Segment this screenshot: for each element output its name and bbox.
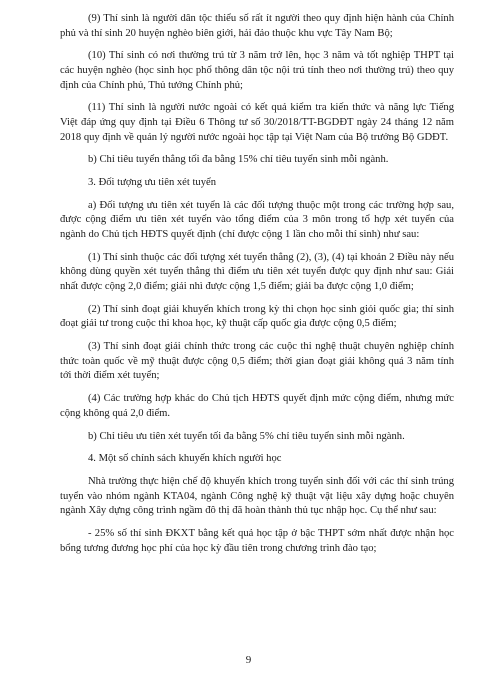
paragraph-scholarship: - 25% số thí sinh ĐKXT bằng kết quả học tập ở bậc THPT sớm nhất được nhận học bổng tương đương học phí của học kỳ đầu tiên trong chương trình đào tạo; <box>60 528 454 554</box>
paragraph-item-10: (10) Thí sinh có nơi thường trú từ 3 năm trở lên, học 3 năm và tốt nghiệp THPT tại các huyện nghèo (học sinh học phổ thông dân tộc nội trú tính theo nơi thường trú) theo quy định của Chính phủ, Thủ tướng Chính phủ; <box>60 50 454 91</box>
paragraph-item-11: (11) Thí sinh là người nước ngoài có kết quả kiểm tra kiến thức và năng lực Tiếng Việt đáp ứng quy định tại Điều 6 Thông tư số 30/2018/TT-BGDĐT ngày 24 tháng 12 năm 2018 quy định về quản lý người nước ngoài học tập tại Việt Nam của Bộ trưởng Bộ GDĐT. <box>60 102 454 143</box>
paragraph-incentives-intro: Nhà trường thực hiện chế độ khuyến khích trong tuyển sinh đối với các thí sinh trúng tuyển vào nhóm ngành KTA04, ngành Công nghệ kỹ thuật vật liệu xây dựng hoặc chuyên ngành Xây dựng công trình ngầm đô thị đã hoàn thành thủ tục nhập học. Cụ thể như sau: <box>60 476 454 517</box>
section-heading-incentives: 4. Một số chính sách khuyến khích người học <box>88 453 282 465</box>
paragraph-priority-4: (4) Các trường hợp khác do Chủ tịch HĐTS quyết định mức cộng điểm, nhưng mức cộng không quá 2,0 điểm. <box>60 393 454 419</box>
paragraph-priority-intro: a) Đối tượng ưu tiên xét tuyển là các đối tượng thuộc một trong các trường hợp sau, được cộng điểm ưu tiên xét tuyển vào tổng điểm của 3 môn trong tổ hợp xét tuyển của ngành do Chủ tịch HĐTS quyết định (chỉ được cộng 1 lần cho mỗi thí sinh) như sau: <box>60 199 454 241</box>
paragraph-direct-admission-quota: b) Chỉ tiêu tuyển thẳng tối đa bằng 15% chỉ tiêu tuyển sinh mỗi ngành. <box>88 154 389 166</box>
paragraph-priority-3: (3) Thí sinh đoạt giải chính thức trong các cuộc thi nghệ thuật chuyên nghiệp chính thức toàn quốc về mỹ thuật được cộng 0,5 điểm; thời gian đoạt giải không quá 3 năm tính tới thời điểm xét tuyển; <box>60 341 454 382</box>
paragraph-priority-quota: b) Chỉ tiêu ưu tiên xét tuyển tối đa bằng 5% chỉ tiêu tuyển sinh mỗi ngành. <box>88 430 405 442</box>
page-number: 9 <box>245 654 252 666</box>
paragraph-priority-2: (2) Thí sinh đoạt giải khuyến khích trong kỳ thi chọn học sinh giỏi quốc gia; thí sinh đoạt giải tư trong cuộc thi khoa học, kỹ thuật cấp quốc gia được cộng 0,5 điểm; <box>60 303 454 330</box>
paragraph-priority-1: (1) Thí sinh thuộc các đối tượng xét tuyển thẳng (2), (3), (4) tại khoản 2 Điều này nếu không dùng quyền xét tuyển thẳng thì điểm ưu tiên xét tuyển được quy định như sau: Giải nhất được cộng 2,0 điểm; giải nhì được cộng 1,5 điểm; giải ba được cộng 1,0 điểm; <box>60 251 454 293</box>
paragraph-item-9: (9) Thí sinh là người dân tộc thiểu số rất ít người theo quy định hiện hành của Chính phủ và thí sinh 20 huyện nghèo biên giới, hải đảo thuộc khu vực Tây Nam Bộ; <box>60 13 454 39</box>
section-heading-priority: 3. Đối tượng ưu tiên xét tuyển <box>88 177 217 189</box>
